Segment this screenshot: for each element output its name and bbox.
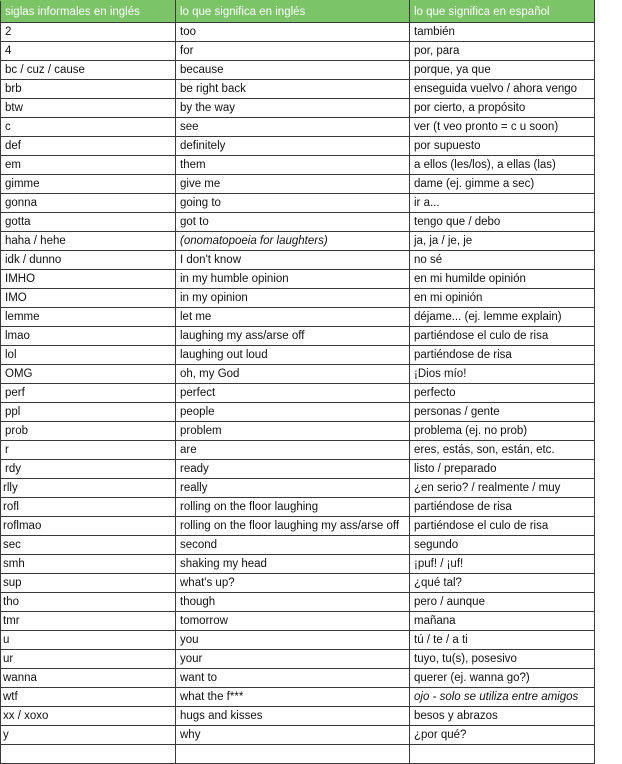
spanish-cell: listo / preparado (410, 460, 595, 479)
english-cell: give me (176, 175, 410, 194)
english-cell: what's up? (176, 574, 410, 593)
spanish-cell: querer (ej. wanna go?) (410, 669, 595, 688)
table-row (1, 688, 595, 707)
abbr-cell: lol (1, 346, 176, 365)
abbr-cell: rdy (1, 460, 176, 479)
abbr-cell: 4 (1, 42, 176, 61)
abbr-cell: rofl (1, 498, 176, 517)
table-row (1, 574, 595, 593)
abbr-cell: ur (1, 650, 176, 669)
spanish-cell: ¿por qué? (410, 726, 595, 745)
spanish-cell (410, 745, 595, 764)
english-cell: going to (176, 194, 410, 213)
english-cell: got to (176, 213, 410, 232)
english-cell: second (176, 536, 410, 555)
table-row (1, 555, 595, 574)
spanish-cell: segundo (410, 536, 595, 555)
table-row (1, 175, 595, 194)
table-row (1, 327, 595, 346)
abbr-cell: xx / xoxo (1, 707, 176, 726)
table-row (1, 289, 595, 308)
spanish-cell: tengo que / debo (410, 213, 595, 232)
abbr-cell: wanna (1, 669, 176, 688)
english-cell: them (176, 156, 410, 175)
table-row (1, 441, 595, 460)
abbr-cell: u (1, 631, 176, 650)
english-cell: shaking my head (176, 555, 410, 574)
english-cell: problem (176, 422, 410, 441)
spanish-cell: problema (ej. no prob) (410, 422, 595, 441)
abbr-cell: def (1, 137, 176, 156)
spanish-cell: por cierto, a propósito (410, 99, 595, 118)
header-abbreviation: siglas informales en inglés (1, 1, 176, 23)
table-row (1, 745, 595, 764)
table-row (1, 479, 595, 498)
table-row (1, 308, 595, 327)
spanish-cell: ojo - solo se utiliza entre amigos (410, 688, 595, 707)
abbr-cell: haha / hehe (1, 232, 176, 251)
english-cell: let me (176, 308, 410, 327)
table-row (1, 669, 595, 688)
abbr-cell: gotta (1, 213, 176, 232)
table-row (1, 137, 595, 156)
table-row (1, 42, 595, 61)
english-cell: in my humble opinion (176, 270, 410, 289)
table-row (1, 498, 595, 517)
abbr-cell: OMG (1, 365, 176, 384)
abbr-cell: bc / cuz / cause (1, 61, 176, 80)
table-row (1, 232, 595, 251)
table-row (1, 156, 595, 175)
english-cell: by the way (176, 99, 410, 118)
table-row (1, 346, 595, 365)
spanish-cell: tuyo, tu(s), posesivo (410, 650, 595, 669)
spanish-cell: en mi humilde opinión (410, 270, 595, 289)
english-cell: though (176, 593, 410, 612)
spanish-cell: ¿en serio? / realmente / muy (410, 479, 595, 498)
spanish-cell: personas / gente (410, 403, 595, 422)
table-row (1, 631, 595, 650)
abbr-cell: btw (1, 99, 176, 118)
abbr-cell: rlly (1, 479, 176, 498)
abbr-cell: lemme (1, 308, 176, 327)
spanish-cell: ja, ja / je, je (410, 232, 595, 251)
english-cell: you (176, 631, 410, 650)
abbr-cell (1, 745, 176, 764)
table-row (1, 251, 595, 270)
abbr-cell: gimme (1, 175, 176, 194)
abbr-cell: sup (1, 574, 176, 593)
spanish-cell: ¡Dios mío! (410, 365, 595, 384)
english-cell: ready (176, 460, 410, 479)
english-cell: be right back (176, 80, 410, 99)
abbr-cell: prob (1, 422, 176, 441)
english-cell: laughing my ass/arse off (176, 327, 410, 346)
abbr-cell: c (1, 118, 176, 137)
spanish-cell: dame (ej. gimme a sec) (410, 175, 595, 194)
spanish-cell: partiéndose el culo de risa (410, 517, 595, 536)
spanish-cell: a ellos (les/los), a ellas (las) (410, 156, 595, 175)
table-row (1, 707, 595, 726)
table-row (1, 99, 595, 118)
abbr-cell: idk / dunno (1, 251, 176, 270)
abbr-cell: perf (1, 384, 176, 403)
spanish-cell: no sé (410, 251, 595, 270)
table-row (1, 612, 595, 631)
abbr-cell: ppl (1, 403, 176, 422)
abbr-cell: IMO (1, 289, 176, 308)
table-row (1, 650, 595, 669)
spanish-cell: ver (t veo pronto = c u soon) (410, 118, 595, 137)
english-cell: rolling on the floor laughing (176, 498, 410, 517)
spanish-cell: partiéndose de risa (410, 498, 595, 517)
english-cell: are (176, 441, 410, 460)
table-row (1, 23, 595, 42)
abbr-cell: sec (1, 536, 176, 555)
english-cell: tomorrow (176, 612, 410, 631)
english-cell: (onomatopoeia for laughters) (176, 232, 410, 251)
header-spanish-meaning: lo que significa en español (410, 1, 595, 23)
english-cell: too (176, 23, 410, 42)
spanish-cell: en mi opinión (410, 289, 595, 308)
spanish-cell: partiéndose el culo de risa (410, 327, 595, 346)
english-cell: laughing out loud (176, 346, 410, 365)
english-cell: for (176, 42, 410, 61)
table-header-row (1, 1, 595, 23)
spanish-cell: porque, ya que (410, 61, 595, 80)
table-row (1, 213, 595, 232)
spanish-cell: eres, estás, son, están, etc. (410, 441, 595, 460)
table-row (1, 403, 595, 422)
table-row (1, 118, 595, 137)
table-row (1, 517, 595, 536)
spanish-cell: ¿qué tal? (410, 574, 595, 593)
english-cell: people (176, 403, 410, 422)
table-row (1, 384, 595, 403)
table-row (1, 80, 595, 99)
english-cell: because (176, 61, 410, 80)
abbr-cell: smh (1, 555, 176, 574)
spanish-cell: ir a... (410, 194, 595, 213)
spanish-cell: tú / te / a ti (410, 631, 595, 650)
spanish-cell: pero / aunque (410, 593, 595, 612)
abbr-cell: r (1, 441, 176, 460)
spanish-cell: perfecto (410, 384, 595, 403)
abbr-cell: lmao (1, 327, 176, 346)
abbr-cell: tmr (1, 612, 176, 631)
english-cell: in my opinion (176, 289, 410, 308)
spanish-cell: besos y abrazos (410, 707, 595, 726)
english-cell: what the f*** (176, 688, 410, 707)
table-body (1, 23, 595, 764)
english-cell: why (176, 726, 410, 745)
english-cell: perfect (176, 384, 410, 403)
spanish-cell: enseguida vuelvo / ahora vengo (410, 80, 595, 99)
table-row (1, 194, 595, 213)
abbr-cell: wtf (1, 688, 176, 707)
table-row (1, 270, 595, 289)
english-cell: I don't know (176, 251, 410, 270)
spanish-cell: por, para (410, 42, 595, 61)
english-cell: oh, my God (176, 365, 410, 384)
table-row (1, 365, 595, 384)
english-cell: your (176, 650, 410, 669)
abbr-cell: IMHO (1, 270, 176, 289)
english-cell: want to (176, 669, 410, 688)
abbr-cell: em (1, 156, 176, 175)
table-row (1, 536, 595, 555)
table-row (1, 61, 595, 80)
table-row (1, 593, 595, 612)
spanish-cell: por supuesto (410, 137, 595, 156)
english-cell (176, 745, 410, 764)
header-english-meaning: lo que significa en inglés (176, 1, 410, 23)
spanish-cell: déjame... (ej. lemme explain) (410, 308, 595, 327)
abbr-cell: roflmao (1, 517, 176, 536)
spanish-cell: partiéndose de risa (410, 346, 595, 365)
english-cell: really (176, 479, 410, 498)
english-cell: see (176, 118, 410, 137)
abbr-cell: y (1, 726, 176, 745)
abbr-cell: gonna (1, 194, 176, 213)
table-row (1, 422, 595, 441)
spanish-cell: también (410, 23, 595, 42)
abbr-cell: tho (1, 593, 176, 612)
english-cell: definitely (176, 137, 410, 156)
table-row (1, 460, 595, 479)
abbr-cell: 2 (1, 23, 176, 42)
english-cell: hugs and kisses (176, 707, 410, 726)
abbr-cell: brb (1, 80, 176, 99)
spanish-cell: mañana (410, 612, 595, 631)
spanish-cell: ¡puf! / ¡uf! (410, 555, 595, 574)
table-row (1, 726, 595, 745)
english-cell: rolling on the floor laughing my ass/arse off (176, 517, 410, 536)
